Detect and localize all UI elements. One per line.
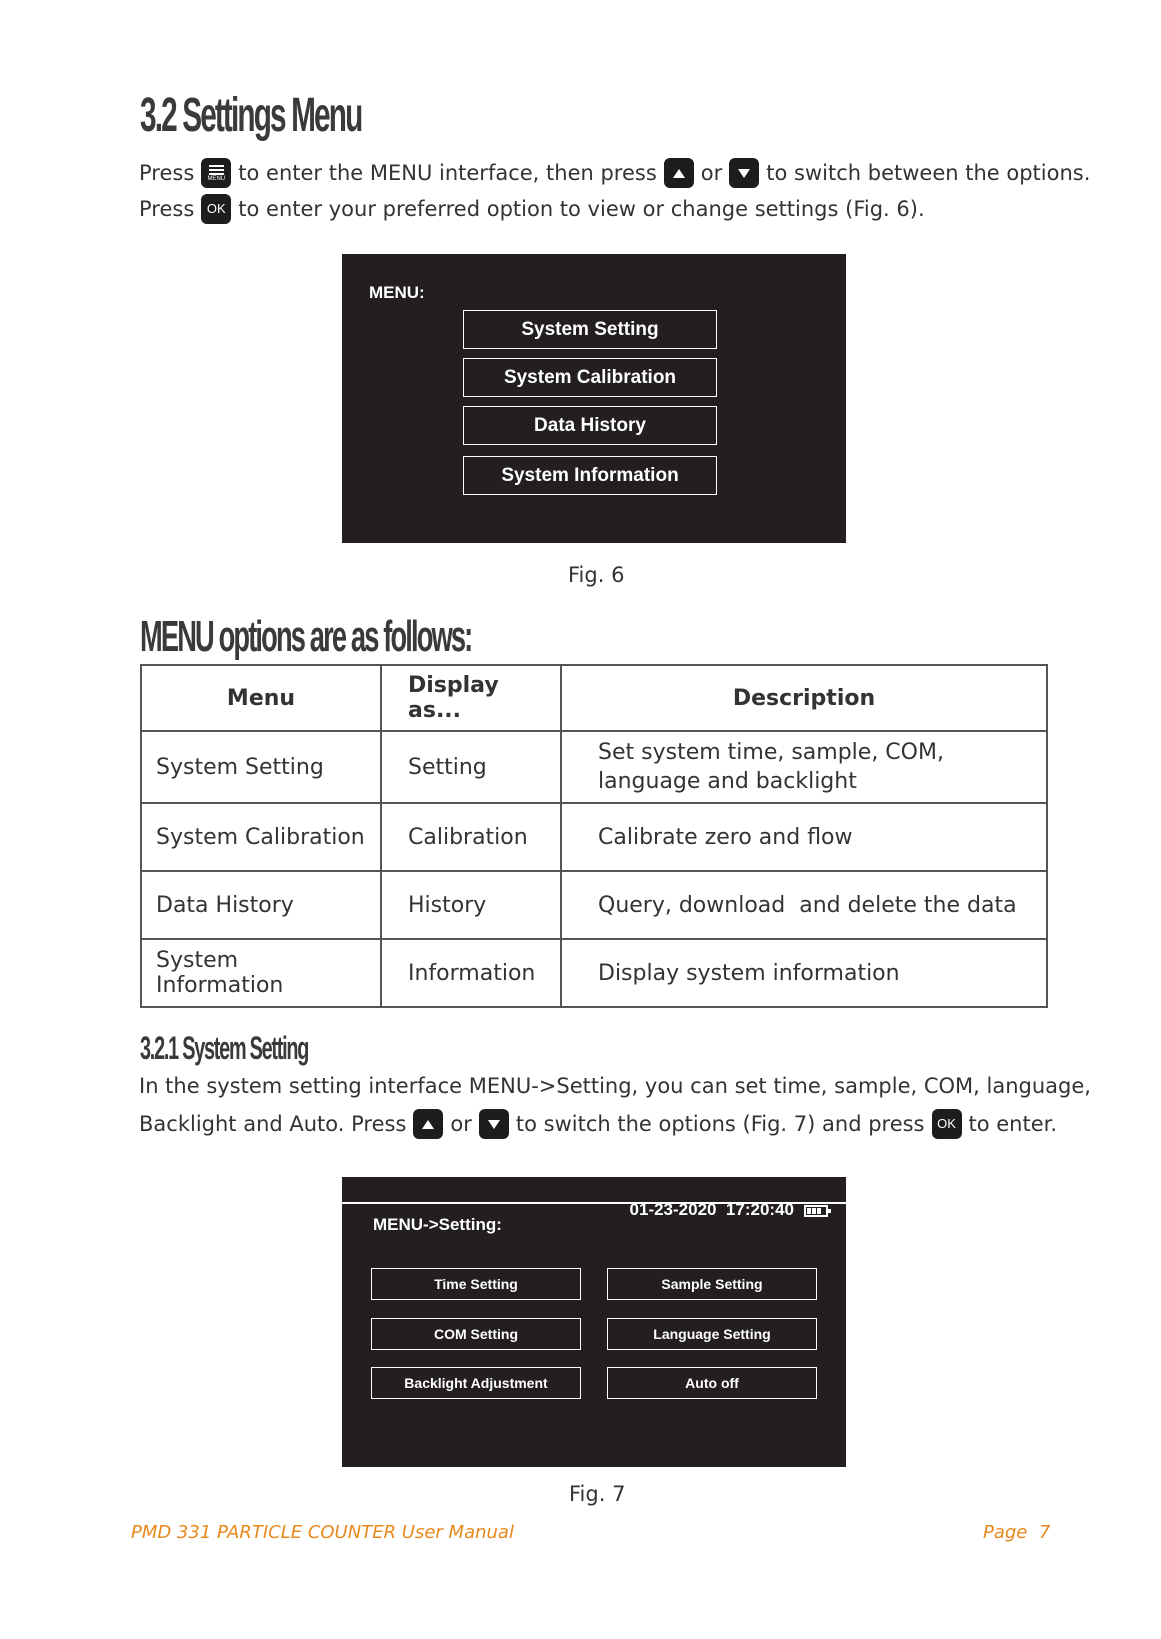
ok-key-icon: OK — [201, 194, 231, 224]
down-arrow-key-icon — [729, 158, 759, 188]
table-cell-description: Set system time, sample, COM, language and backlight — [561, 731, 1047, 803]
table-header-display: Display as... — [381, 665, 561, 731]
table-cell-display: Information — [381, 939, 561, 1007]
fig7-caption: Fig. 7 — [569, 1482, 626, 1506]
sub-intro-line-1: In the system setting interface MENU->Setting, you can set time, sample, COM, language, — [139, 1074, 1091, 1098]
table-cell-menu: System Calibration — [141, 803, 381, 871]
fig7-menu-title: MENU->Setting: — [373, 1215, 502, 1234]
up-arrow-key-icon — [664, 158, 694, 188]
sub-intro-text: Backlight and Auto. Press — [139, 1112, 407, 1136]
fig6-menu-title: MENU: — [369, 283, 425, 302]
sub-intro-text: to enter. — [968, 1112, 1058, 1136]
battery-icon — [804, 1205, 828, 1217]
table-cell-menu: Data History — [141, 871, 381, 939]
intro-text: to enter your preferred option to view or change settings (Fig. 6). — [238, 197, 925, 221]
intro-text: Press — [139, 161, 195, 185]
table-header-menu: Menu — [141, 665, 381, 731]
intro-text: to switch between the options. — [766, 161, 1091, 185]
fig7-auto-off-button: Auto off — [607, 1367, 817, 1399]
fig6-system-setting-button: System Setting — [463, 310, 717, 349]
fig7-language-setting-button: Language Setting — [607, 1318, 817, 1350]
table-row — [141, 871, 1047, 939]
table-row — [141, 939, 1047, 1007]
intro-line-1 — [139, 155, 1090, 191]
fig6-system-information-button: System Information — [463, 456, 717, 495]
table-cell-menu: System Information — [141, 939, 381, 1007]
fig6-menu-screen — [342, 254, 846, 543]
table-cell-description: Query, download and delete the data — [561, 871, 1047, 939]
intro-text: to enter the MENU interface, then press — [238, 161, 657, 185]
intro-text: or — [700, 161, 723, 185]
table-header-row — [141, 665, 1047, 731]
table-header-description: Description — [561, 665, 1047, 731]
menu-key-label: MENU — [207, 175, 226, 182]
subsection-title: 3.2.1 System Setting — [140, 1030, 309, 1066]
section-title: 3.2 Settings Menu — [140, 89, 362, 142]
menu-options-table — [140, 664, 1048, 1008]
table-cell-display: History — [381, 871, 561, 939]
footer-manual-title: PMD 331 PARTICLE COUNTER User Manual — [131, 1522, 514, 1543]
fig7-status-datetime — [601, 1180, 828, 1240]
sub-intro-text: to switch the options (Fig. 7) and press — [515, 1112, 925, 1136]
sub-intro-text: or — [450, 1112, 472, 1136]
intro-line-2 — [139, 191, 925, 227]
up-arrow-key-icon — [413, 1109, 443, 1139]
fig6-data-history-button: Data History — [463, 406, 717, 445]
fig7-time-setting-button: Time Setting — [371, 1268, 581, 1300]
fig7-sample-setting-button: Sample Setting — [607, 1268, 817, 1300]
fig6-system-calibration-button: System Calibration — [463, 358, 717, 397]
fig7-backlight-adjustment-button: Backlight Adjustment — [371, 1367, 581, 1399]
fig7-com-setting-button: COM Setting — [371, 1318, 581, 1350]
fig6-caption: Fig. 6 — [568, 563, 625, 587]
down-arrow-key-icon — [479, 1109, 509, 1139]
options-title: MENU options are as follows: — [140, 612, 472, 661]
fig7-setting-screen — [342, 1177, 846, 1467]
menu-key-icon — [201, 158, 231, 188]
ok-key-icon: OK — [932, 1109, 962, 1139]
table-cell-description: Calibrate zero and flow — [561, 803, 1047, 871]
table-row — [141, 731, 1047, 803]
sub-intro-line-2 — [139, 1106, 1057, 1142]
table-cell-display: Setting — [381, 731, 561, 803]
table-cell-description: Display system information — [561, 939, 1047, 1007]
table-row — [141, 803, 1047, 871]
table-cell-menu: System Setting — [141, 731, 381, 803]
fig7-status-bar — [342, 1177, 846, 1219]
table-cell-display: Calibration — [381, 803, 561, 871]
intro-text: Press — [139, 197, 195, 221]
footer-page-number: Page 7 — [983, 1522, 1051, 1543]
datetime-text: 01-23-2020 17:20:40 — [629, 1200, 794, 1219]
